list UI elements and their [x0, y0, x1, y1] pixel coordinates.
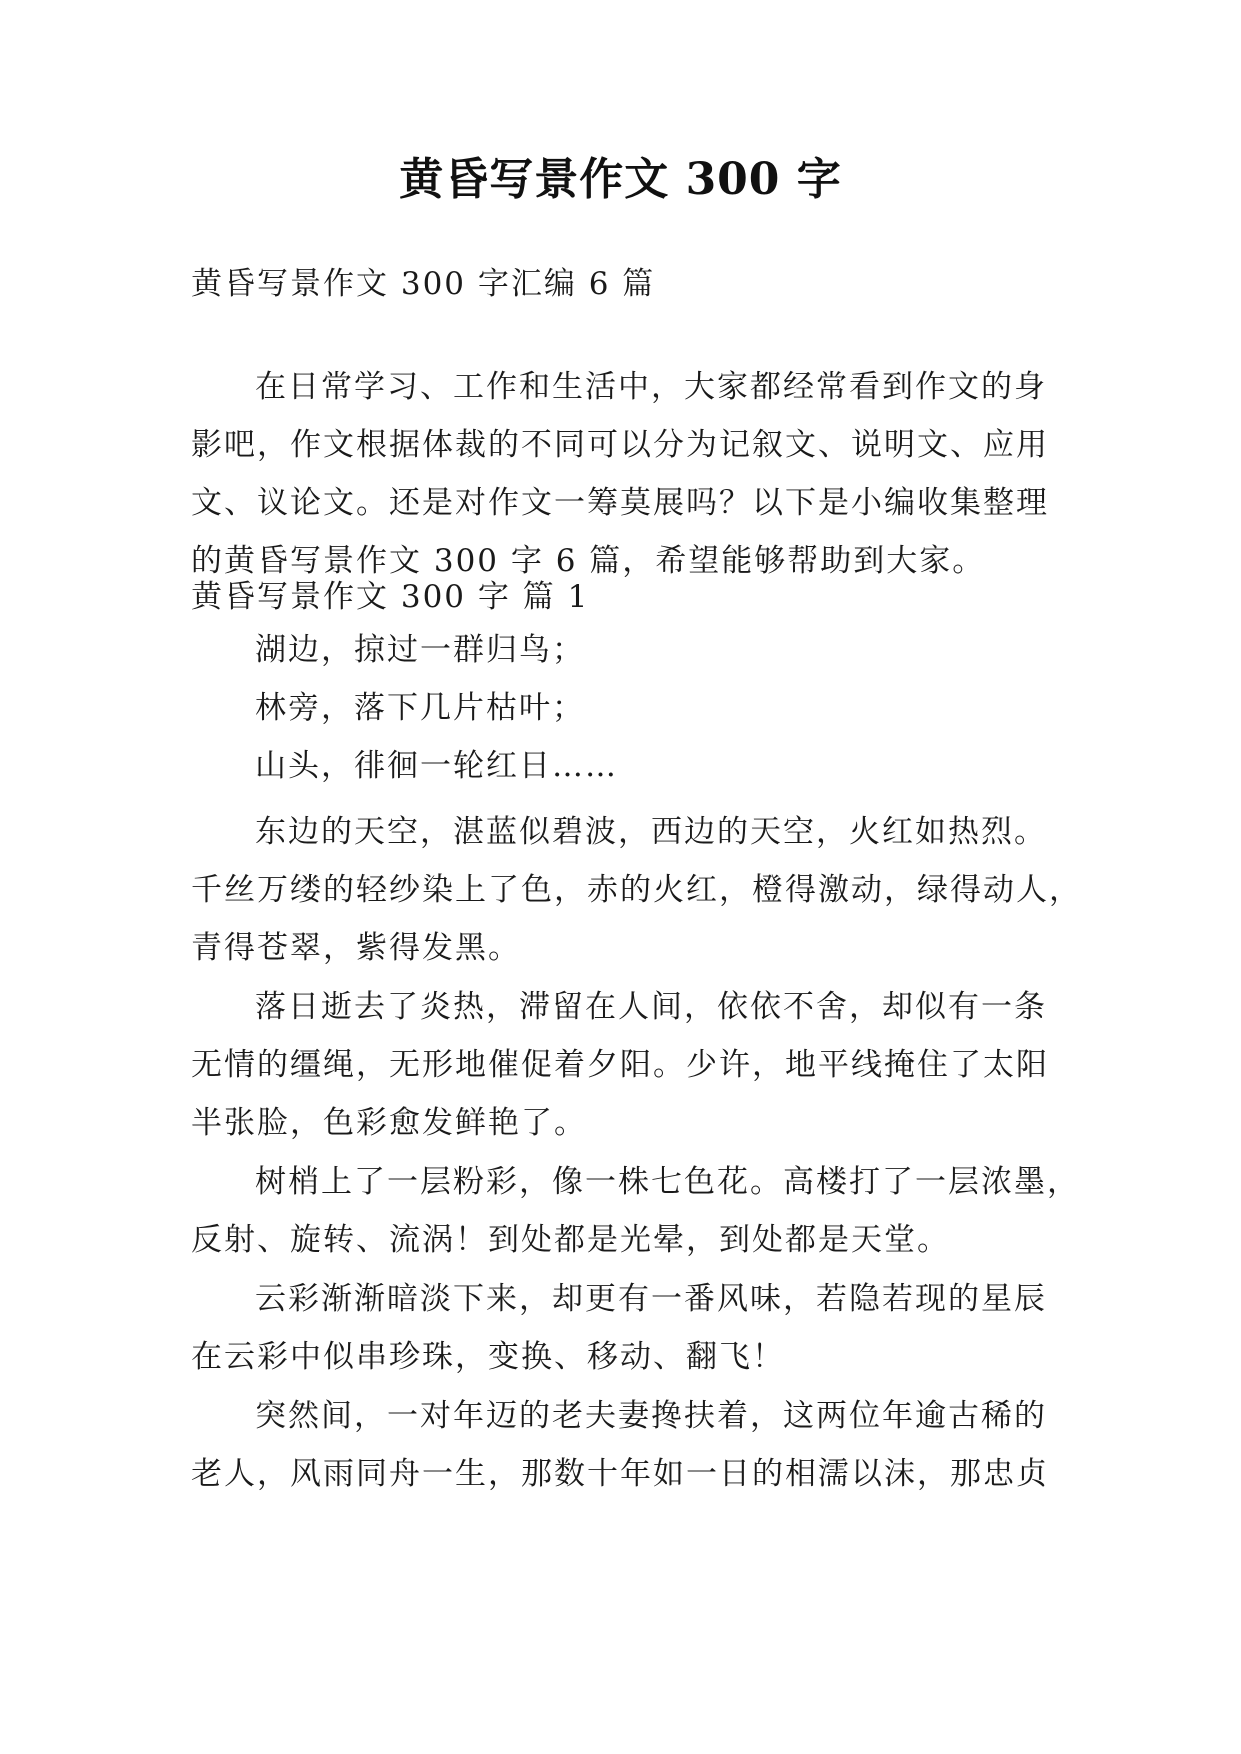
paragraph-treetops: [191, 1153, 1080, 1269]
poem-block: [191, 621, 1061, 795]
paragraph-old-couple: [191, 1387, 1061, 1503]
paragraph-line: 树梢上了一层粉彩，像一株七色花。高楼打了一层浓墨，: [255, 1164, 1080, 1200]
paragraph-line: 青得苍翠，紫得发黑。: [191, 930, 521, 966]
intro-line: 影吧，作文根据体裁的不同可以分为记叙文、说明文、应用: [191, 427, 1049, 463]
paragraph-sky: [191, 803, 1082, 977]
section-heading: [191, 568, 1061, 626]
paragraph-line: 东边的天空，湛蓝似碧波，西边的天空，火红如热烈。: [255, 814, 1047, 850]
paragraph-line: 半张脸，色彩愈发鲜艳了。: [191, 1105, 587, 1141]
paragraph-line: 反射、旋转、流涡！到处都是光晕，到处都是天堂。: [191, 1222, 950, 1258]
paragraph-line: 突然间，一对年迈的老夫妻搀扶着，这两位年逾古稀的: [255, 1398, 1047, 1434]
paragraph-line: 千丝万缕的轻纱染上了色，赤的火红，橙得激动，绿得动人，: [191, 872, 1082, 908]
section-heading-text: 黄昏写景作文 300 字 篇 1: [191, 579, 590, 615]
intro-line: 在日常学习、工作和生活中，大家都经常看到作文的身: [255, 369, 1047, 405]
intro-line: 的黄昏写景作文 300 字 6 篇，希望能够帮助到大家。: [191, 543, 986, 579]
poem-line: 湖边，掠过一群归鸟；: [255, 632, 585, 668]
intro-paragraph: [191, 358, 1061, 590]
poem-line: 林旁，落下几片枯叶；: [255, 690, 585, 726]
paragraph-line: 无情的缰绳，无形地催促着夕阳。少许，地平线掩住了太阳: [191, 1047, 1049, 1083]
subtitle-text: 黄昏写景作文 300 字汇编 6 篇: [191, 266, 656, 302]
poem-line: 山头，徘徊一轮红日……: [255, 748, 618, 784]
paragraph-line: 落日逝去了炎热，滞留在人间，依依不舍，却似有一条: [255, 989, 1047, 1025]
paragraph-line: 在云彩中似串珍珠，变换、移动、翻飞！: [191, 1339, 785, 1375]
paragraph-line: 老人，风雨同舟一生，那数十年如一日的相濡以沫，那忠贞: [191, 1456, 1049, 1492]
document-title: 黄昏写景作文 300 字: [399, 154, 842, 205]
document-subtitle: [191, 255, 1061, 313]
paragraph-sunset: [191, 978, 1061, 1152]
paragraph-clouds: [191, 1270, 1061, 1386]
paragraph-line: 云彩渐渐暗淡下来，却更有一番风味，若隐若现的星辰: [255, 1281, 1047, 1317]
intro-line: 文、议论文。还是对作文一筹莫展吗？以下是小编收集整理: [191, 485, 1049, 521]
